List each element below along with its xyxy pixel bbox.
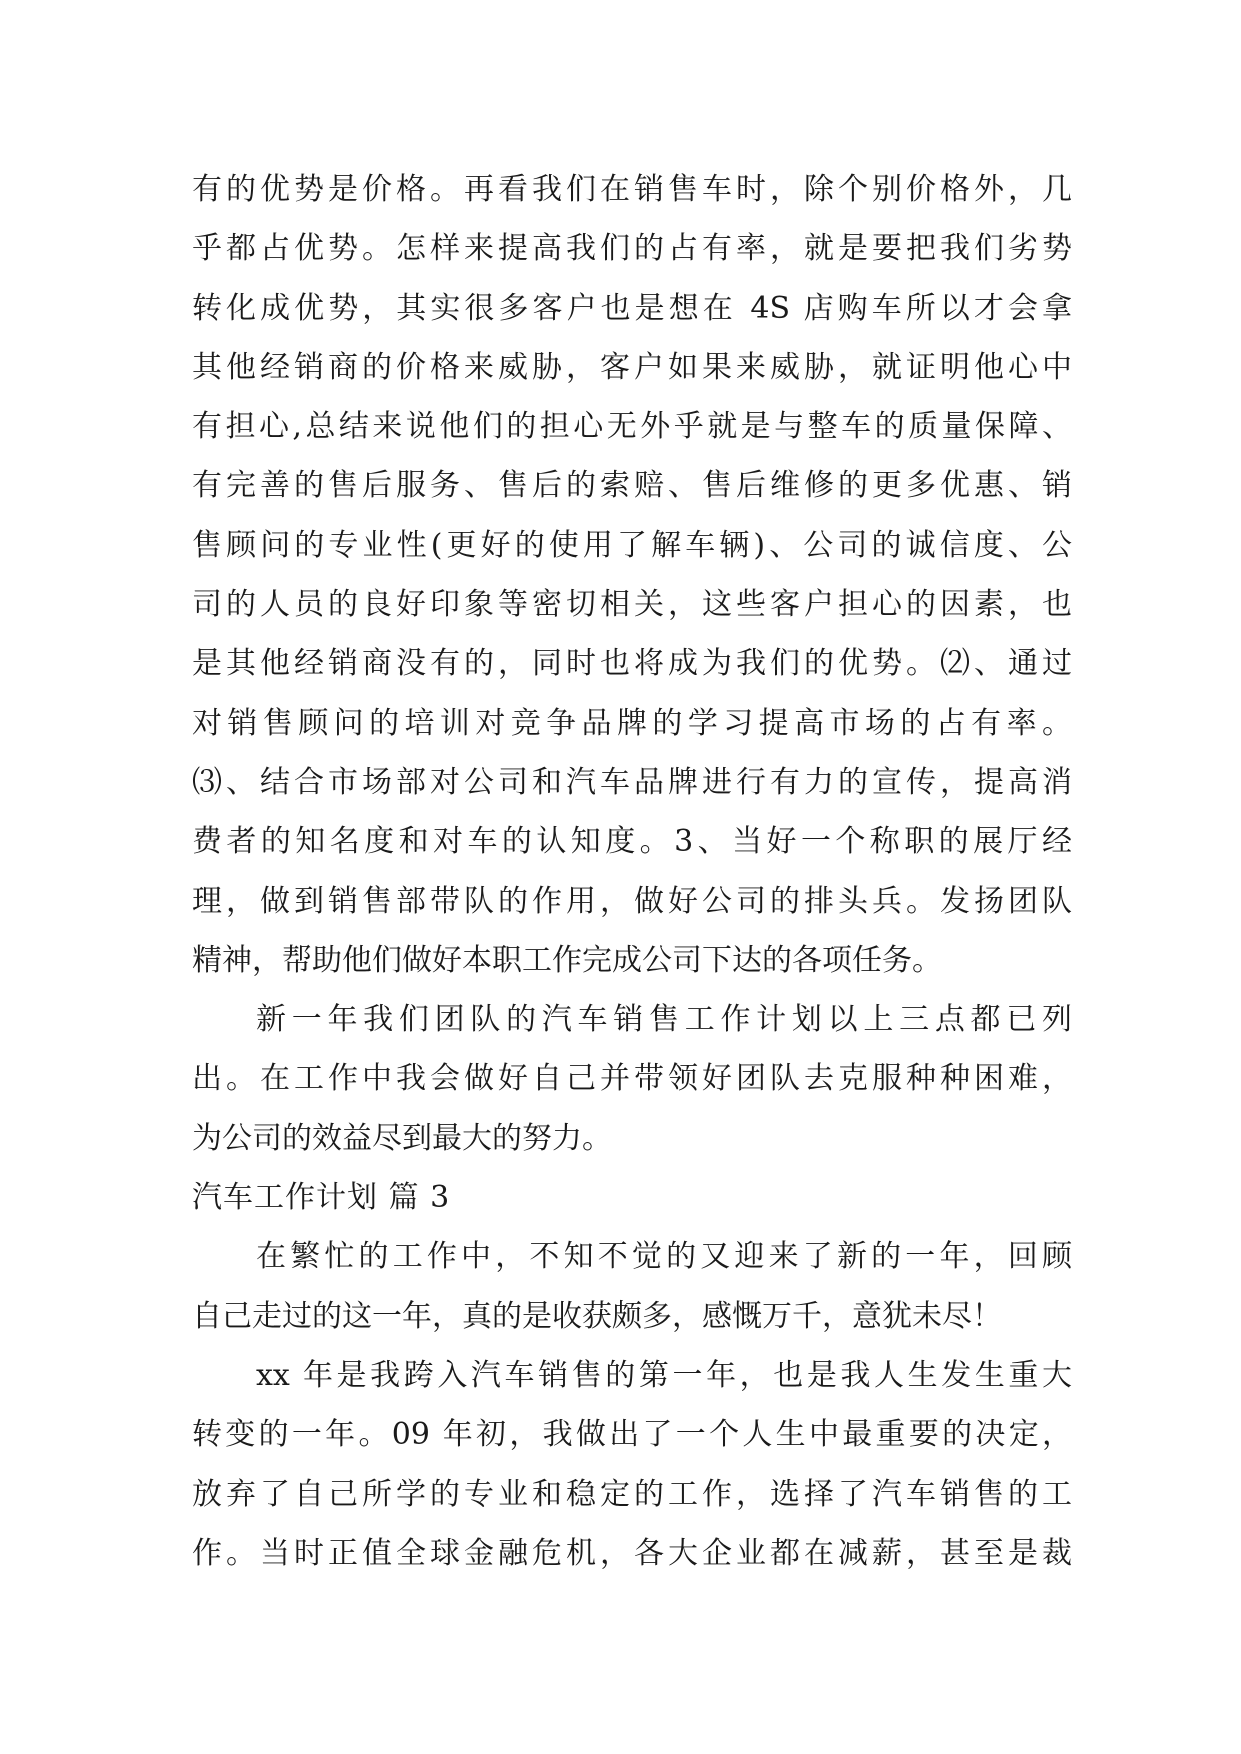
document-body bbox=[192, 160, 1072, 1583]
paragraph-line: 乎都占优势。怎样来提高我们的占有率，就是要把我们劣势 bbox=[192, 231, 1072, 267]
paragraph-line: 理，做到销售部带队的作用，做好公司的排头兵。发扬团队 bbox=[192, 883, 1072, 919]
paragraph-line: ⑶、结合市场部对公司和汽车品牌进行有力的宣传，提高消 bbox=[192, 764, 1072, 800]
paragraph-line: 转化成优势，其实很多客户也是想在 4S 店购车所以才会拿 bbox=[192, 290, 1072, 326]
paragraph-line: 对销售顾问的培训对竞争品牌的学习提高市场的占有率。 bbox=[192, 705, 1072, 741]
paragraph-line: 新一年我们团队的汽车销售工作计划以上三点都已列 bbox=[256, 1002, 1072, 1038]
paragraph-line: 为公司的效益尽到最大的努力。 bbox=[192, 1120, 612, 1156]
paragraph-line: 自己走过的这一年，真的是收获颇多，感慨万千，意犹未尽！ bbox=[192, 1298, 1002, 1334]
paragraph-line: 精神，帮助他们做好本职工作完成公司下达的各项任务。 bbox=[192, 942, 942, 978]
paragraph-line: 有担心,总结来说他们的担心无外乎就是与整车的质量保障、 bbox=[192, 409, 1072, 445]
paragraph-line: 其他经销商的价格来威胁，客户如果来威胁，就证明他心中 bbox=[192, 349, 1072, 385]
paragraph-line: xx 年是我跨入汽车销售的第一年，也是我人生发生重大 bbox=[256, 1357, 1072, 1393]
paragraph-line: 司的人员的良好印象等密切相关，这些客户担心的因素，也 bbox=[192, 587, 1072, 623]
paragraph-line: 费者的知名度和对车的认知度。3、当好一个称职的展厅经 bbox=[192, 824, 1072, 860]
paragraph-line: 售顾问的专业性(更好的使用了解车辆)、公司的诚信度、公 bbox=[192, 527, 1072, 563]
paragraph-line: 出。在工作中我会做好自己并带领好团队去克服种种困难， bbox=[192, 1061, 1072, 1097]
section-heading: 汽车工作计划 篇 3 bbox=[192, 1180, 451, 1216]
paragraph-line: 转变的一年。09 年初，我做出了一个人生中最重要的决定， bbox=[192, 1417, 1072, 1453]
paragraph-line: 放弃了自己所学的专业和稳定的工作，选择了汽车销售的工 bbox=[192, 1476, 1072, 1512]
paragraph-line: 有完善的售后服务、售后的索赔、售后维修的更多优惠、销 bbox=[192, 468, 1072, 504]
paragraph-line: 有的优势是价格。再看我们在销售车时，除个别价格外，几 bbox=[192, 172, 1072, 207]
paragraph-line: 作。当时正值全球金融危机，各大企业都在减薪，甚至是裁 bbox=[192, 1535, 1072, 1571]
paragraph-line: 在繁忙的工作中，不知不觉的又迎来了新的一年，回顾 bbox=[256, 1239, 1072, 1275]
paragraph-line: 是其他经销商没有的，同时也将成为我们的优势。⑵、通过 bbox=[192, 646, 1072, 682]
